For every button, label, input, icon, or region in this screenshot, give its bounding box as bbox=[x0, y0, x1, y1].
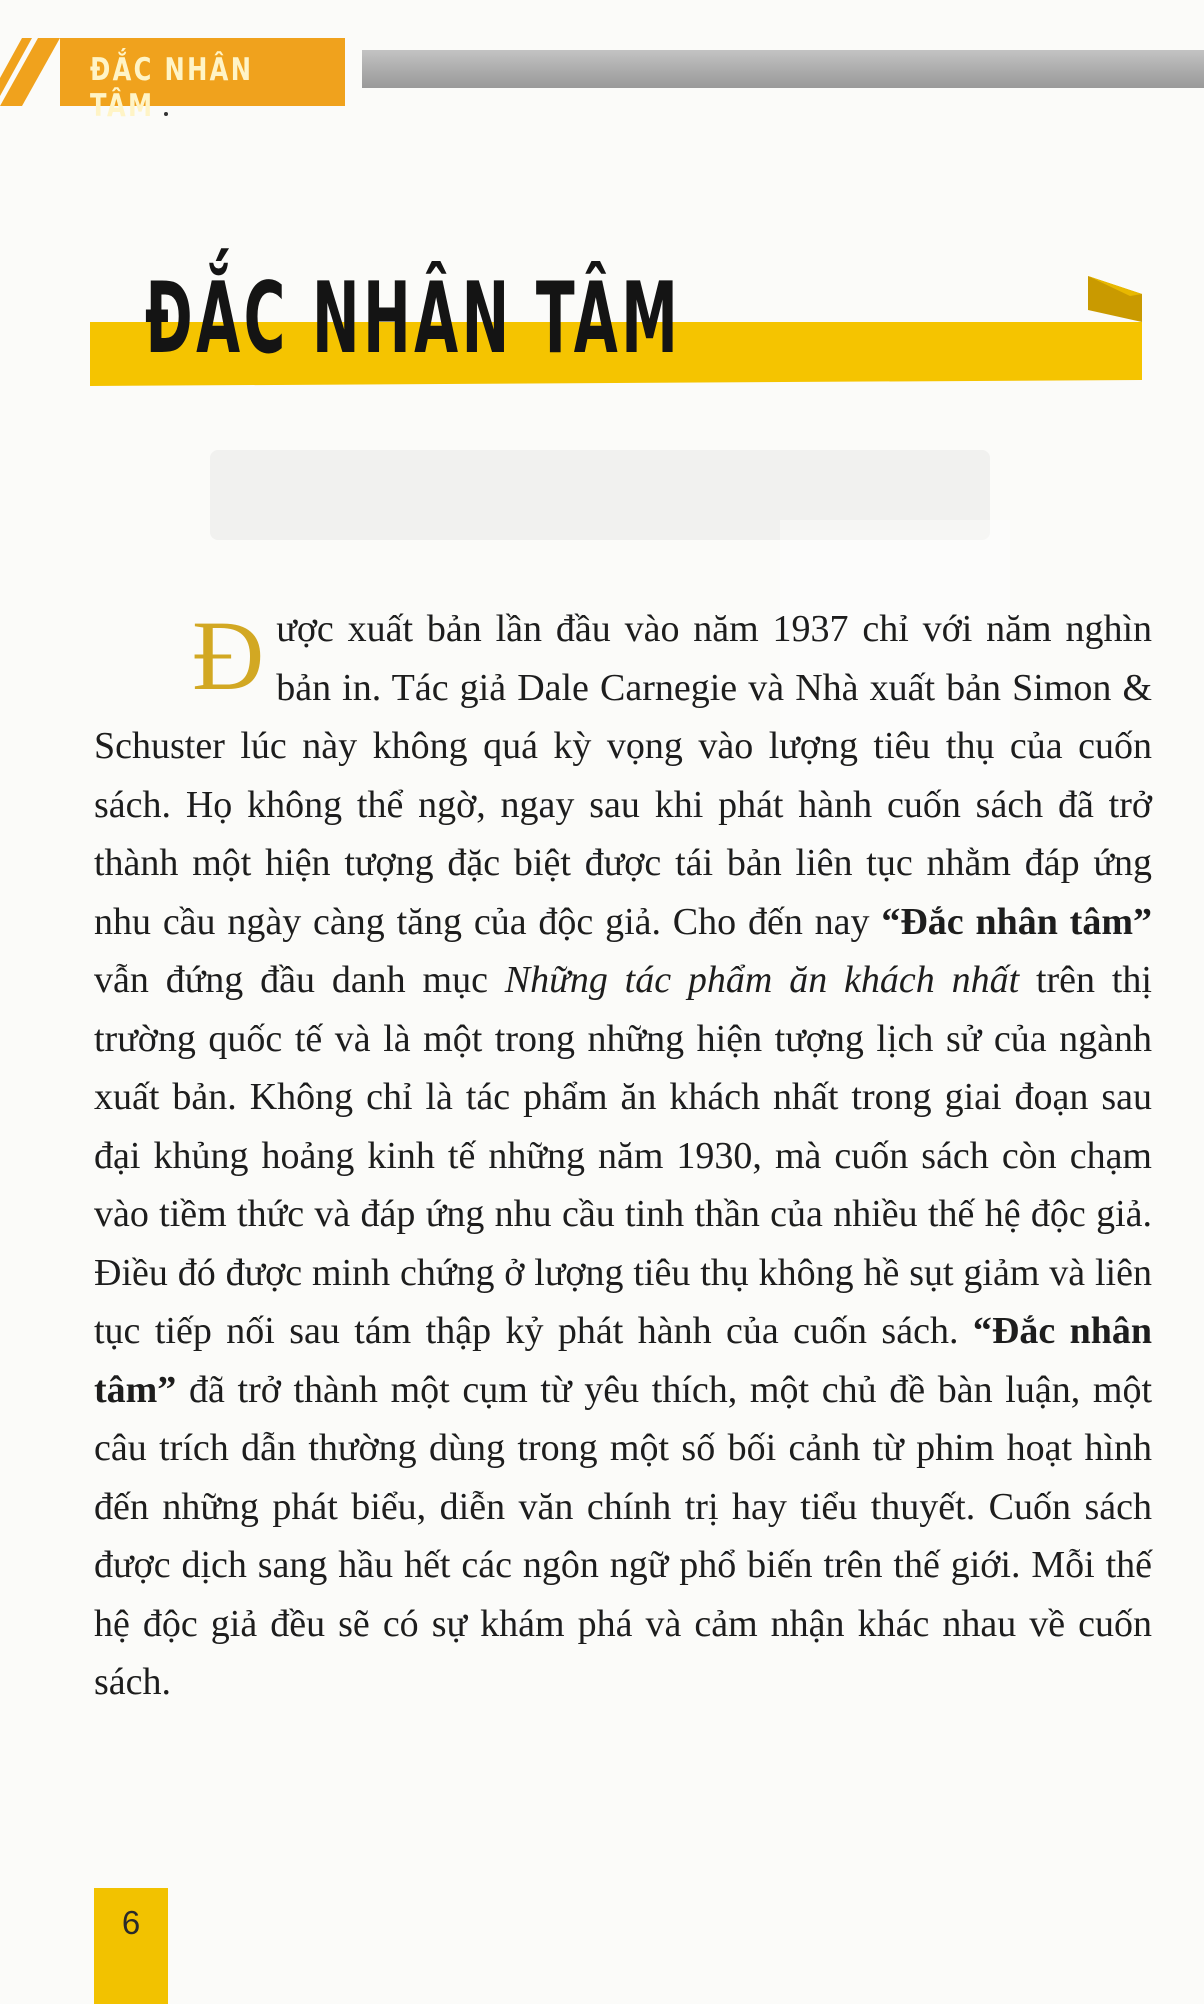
body-text-segment: ược xuất bản lần đầu vào năm 1937 chỉ với năm nghìn bản in. Tác giả Dale Carnegie và Nhà xuất bản Simon & Schuster lúc này không quá kỳ vọng vào lượng tiêu thụ của cuốn sách. Họ không thể ngờ, ngay sau khi phát hành cuốn sách đã trở thành một hiện tượng đặc biệt được tái bản liên tục nhằm đáp ứng nhu cầu ngày càng tăng của độc giả. Cho đến nay bbox=[94, 608, 1152, 943]
body-text-segment: trên thị trường quốc tế và là một trong những hiện tượng lịch sử của ngành xuất bản. Không chỉ là tác phẩm ăn khách nhất trong giai đoạn sau đại khủng hoảng kinh tế những năm 1930, mà cuốn sách còn chạm vào tiềm thức và đáp ứng nhu cầu tinh thần của nhiều thế hệ độc giả. Điều đó được minh chứng ở lượng tiêu thụ không hề sụt giảm và liên tục tiếp nối sau tám thập kỷ phát hành của cuốn sách. bbox=[94, 959, 1152, 1352]
body-text-segment: vẫn đứng đầu danh mục bbox=[94, 959, 505, 1001]
running-header-title: ĐẮC NHÂN TÂM bbox=[90, 52, 254, 124]
running-header-tab bbox=[60, 38, 345, 124]
body-text-segment: đã trở thành một cụm từ yêu thích, một chủ đề bàn luận, một câu trích dẫn thường dùng trong một số bối cảnh từ phim hoạt hình đến những phát biểu, diễn văn chính trị hay tiểu thuyết. Cuốn sách được dịch sang hầu hết các ngôn ngữ phổ biến trên thế giới. Mỗi thế hệ độc giả đều sẽ có sự khám phá và cảm nhận khác nhau về cuốn sách. bbox=[94, 1368, 1152, 1703]
print-speck bbox=[164, 112, 168, 116]
book-title-bold: “Đắc nhân tâm” bbox=[94, 1310, 1152, 1411]
body-paragraph bbox=[94, 600, 1152, 1712]
page-number-box bbox=[94, 1888, 168, 2004]
page-number: 6 bbox=[121, 1904, 141, 1941]
running-header-rule bbox=[362, 50, 1204, 88]
drop-cap: Đ bbox=[192, 600, 265, 711]
list-title-italic: Những tác phẩm ăn khách nhất bbox=[504, 959, 1020, 1001]
book-title-bold: “Đắc nhân tâm” bbox=[881, 900, 1152, 943]
chapter-title: ĐẮC NHÂN TÂM bbox=[145, 262, 682, 376]
header-stripes-decoration bbox=[0, 38, 60, 106]
